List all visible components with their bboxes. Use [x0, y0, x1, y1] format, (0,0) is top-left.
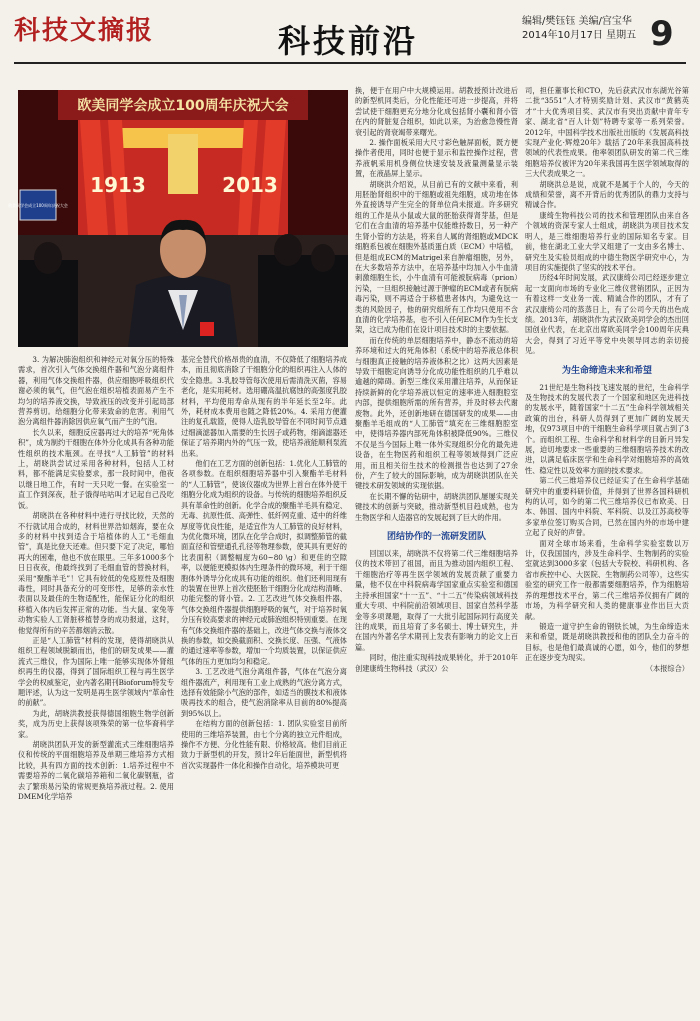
paragraph: 胡晓洪总是说，成就不是属于个人的，今天的成绩和荣誉，离不开背后的优秀团队的鼎力支持与精诚合作。 [525, 179, 689, 210]
banner-text: 欧美同学会成立100周年庆祝大会 [77, 98, 289, 114]
article-column-3 [355, 86, 518, 1016]
paragraph: 他们在工艺方面的创新包括：1.优化人工肺管的各项参数。在组织细胞培养器中引入聚酯羊毛材料的“人工肺管”，使该仪器成为世界上首台在体外使干细胞分化成为组织的设备。与传统的细胞培养组织反具有革命性的创新。化学合成的聚酯羊毛具有稳定、无毒、抗原性低、高弹性、低纤网克重、适中的纤维厚度等优良性能，是适宜作为人工肺管的良好材料，为优化微环境，团队在化学合成时，拟调整肺管的截面直径和管壁通孔孔径等物理参数，使其具有更好的比表面积（调整幅度为60~80 \g）和更佳的空隙率，以便能更模拟体内生理条件的微环境，利于干细胞体外诱导分化成具有功能的组织。他们还利用现有的装置在世界上首次使胚胎干细胞分化成结构清晰、功能完整的肾小管。2. 工艺改进气体交换组件器，气体交换组件器提供细胞呼吸的氧气，对于培养时氧分压有较高要求的神经元或肺泡组织特别重要。在现有气体交换组件器的基础上，改进气体交换与液体交换的参数，如交换截面积、交换长度、压强、气液体的通过速率等参数，增加一个均质装置，以保证供应气体的压力更加均匀和稳定。 [181, 459, 347, 666]
screen-left-text: 欧美同学会成立100周年庆祝大会 [8, 203, 68, 208]
paragraph: 司，担任董事长和CTO，先后获武汉市东湖光谷第二批“3551”人才特别奖励计划、武汉市“黄鹤英才”十大优秀项目奖、武汉市有突出贡献中青年专家、湖北省“百人计划”特聘专家等一系列荣誉。2012年，中国科学技术出版社出版的《发展高科技 实现产业化·辉煌20年》载括了20年来我国高科技领域的代表性成果。他率领团队研发的第二代三维细胞培养仪被评为20年来我国再生医学领域取得的三大代表成果之一。 [525, 86, 689, 179]
paragraph: 在结构方面的创新包括：1. 团队实验室目前所使用的三维培养装置，由七个分离的独立元件组成，操作不方便、分化性能有限、价格较高。他们目前正致力于新型机的开发，预计2年后能面世，新型机将首次实现器件一体化和操作自动化，培养模块可更 [181, 719, 347, 770]
newspaper-logo: 科技文摘报 [14, 16, 155, 46]
paragraph: 在长期不懈的钻研中，胡晓洪团队屡屡实现关键技术的创新与突破，推动新型机目趋成熟，也为生物医学和人造器官的发展起到了巨大的作用。 [355, 491, 518, 522]
paragraph: 回国以来，胡晓洪不仅将第二代三维细胞培养仪的技术带回了祖国，而且为推动国内组织工程、干细胞治疗等再生医学领域的发展贡献了重要力量，他不仅在中科院病毒学国家重点实验室和德国主持承担国家“十一五”、“十二五”传染病领域科技重大专项、中科院前沿领域项目、国家自然科学基金等多项课题，取得了一大批引起国际同行高度关注的成果，而且培育了多名硕士、博士研究生，并在国内外著名学术期刊上发表有影响力的论文上百篇。 [355, 549, 518, 652]
paragraph: 3. 工艺改进气泡分离组件器，气体在气泡分离组件器流产，利用现有工业上成熟的气泡分离方式，选择有效能除小气泡的部件，如适当的膜技术和液体吸再技术的组合，使气泡消除率从目前的80%提高到95%以上。 [181, 667, 347, 718]
paragraph: 3. 为解决肺泡组织和神经元对氧分压的特殊需求，首次引入气体交换组件器和气泡分离组件器，利用气体交换组件器，供应细胞呼吸组织代谢必须的氧气，但气泡在组织培植表面易产生不均匀的培养液交换，导致液压的改变并引起局部营养剪切。给细胞分化带来致命的危害。利用气泡分离组件器消除因供应氧气而产生的气泡。 [18, 355, 174, 427]
paragraph: 胡晓洪在各种材料中进行寻找比较，天然的不行就试用合成的，材料世界浩如烟海，要在众多的材料中找到适合于培植体的人工“毛细血管”，真是比登天还难。但只要下定了决定，哪怕再大的困难，他也不放在眼里。三年多1000多个日日夜夜，他最终找到了毛细血管的替换材料，采用“聚酯羊毛”！它具有较低的免疫原性及细胞毒性，同时具备充分的可变形性，足够的亲水性表面以及最佳的生物适配性，能保证分化的组织移植入体内后发挥正常的功能。当大鼠、家兔等动物实验人工肾脏移植替身的成功报道，这时，他觉得所有的辛苦都烟消云散。 [18, 511, 174, 635]
subhead-hope: 为生命缔造未来和希望 [561, 365, 652, 376]
article-column-1 [18, 355, 174, 1015]
page-number: 9 [650, 14, 674, 54]
article-column-2 [181, 355, 347, 1015]
year-1913: 1913 [90, 173, 146, 197]
paragraph: 历经4年时间发展，武汉康绮公司已经逐步建立起一支面向市场的专业化三维仪营销团队，正因为有着这样一支业务一流、精诚合作的团队，才有了武汉康绮公司的蒸蒸日上，有了公司今天的出色成绩。2013年，胡晓洪作为武汉欧美同学会的杰出回国创业代表，在北京出席欧美同学会100周年庆典大会，得到了习近平等党中央领导同志的亲切接见。 [525, 273, 689, 356]
paragraph: 康绮生物科技公司的技术和管理团队由来自各个领域的资深专家人士组成，胡晓洪为项目技术发明人，是三维细胞培养行业的国际知名专家。目前，他在湖北工业大学又组建了一支由多名博士、研究生及实验员组成的中德生物医学研究中心，为项目的实施提供了坚实的技术平台。 [525, 210, 689, 272]
paragraph: 而在传统的单层细胞培养中，静态不流动的培养环境和过大的死角体积（系统中的培养液总体积与细胞真正接触的培养液体积之比）这两大因素是导致干细胞定向诱导分化成功能性组织的几乎难以逾越的障碍。新型三维仪采用灌注培养，从而保证持续新鲜的化学培养液以恒定的速率进入细胞腔室内部，提供细胞所需的所有营养，并及时移去代谢废物。此外，还创新地研在德国研发的成果——由聚酯羊毛组成的“人工肺管”填充在三维细胞腔室中，使得培养器内部死角体积被降低90%。三维仪不仅是当今国际上唯一体外实现组织分化的最先进设备，在生物医药和组织工程等领域得到广泛应用，而且相关衍生技术的检测报告也达到了27余份，产生了较大的国际影响，成为胡晓洪团队在关键技术研发领域的实现依据。 [355, 335, 518, 491]
issue-date: 2014年10月17日 星期五 [522, 30, 637, 41]
paragraph: 同时，他注重实现科技成果转化，并于2010年创建康绮生物科技（武汉）公 [355, 653, 518, 673]
header-rule [14, 62, 686, 64]
paragraph: 胡晓洪团队开发的新型灌流式三维细胞培养仪和传统的平面细胞培养及单期三维培养方式相比较，具有四方面的技术创新：1.培养过程中不需要培养的二氧化碳培养箱和二氧化碳钢瓶，省去了繁琐易污染的常规更换培养液过程。2. 使用DMEM化学培养 [18, 740, 174, 802]
article-byline: （本报综合） [645, 663, 689, 673]
ceremony-photo [8, 90, 348, 347]
section-title: 科技前沿 [278, 22, 419, 60]
paragraph: 正是“人工肺管”材料的发现，使得胡晓洪从组织工程领域脱颖而出，他们的研发成果——灌流式三维仪，作为国际上唯一能够实现体外肾组织再生的仪器，得到了国际组织工程与再生医学学会的权威鉴定，业内著名期刊Bioforum特发专题评述，认为这一发明是再生医学领域内“革命性的前献”。 [18, 635, 174, 708]
paragraph: 换，便于在用户中大规模运用。胡教授预计改进后的新型机同类后，分化性能还可进一步提高，并将尝试使干细胞更充分地分化成包括肾小囊和肾小管在内的肾脏复合组织，如此以来，为治愈急慢性肾衰引起的肾衰竭带来曙光。 [355, 86, 518, 137]
paragraph: 锻造一道守护生命的钢铁长城，为生命缔造未来和希望，既是胡晓洪教授和他的团队全力奋斗的目标，也是他们最真诚的心愿，如今，他们的梦想正在逐步变为现实。 [525, 621, 689, 663]
subhead-team: 团结协作的一流研发团队 [386, 532, 486, 543]
paragraph: 第二代三维培养仪已经证实了在生命科学基础研究中的重要科研价值，并得到了世界各国科研机构的认可，如今的第二代三维培养仪已布欧美、日本、韩国、国内中科院、军科院、以及江苏高校等多家单位签订购买合同，已然在国内外的市场中建立起了良好的声誉。 [525, 476, 689, 538]
article-column-4 [525, 86, 689, 1016]
ceremony-photo-illustration [8, 90, 348, 347]
paragraph: 基完全替代价格昂贵的血清，不仅降低了细胞培养成本，而且彻底消除了干细胞分化的组织再注入人体的安全隐患。3.乳胶导管每次使用后需清洗灭菌，容易老化，是实用耗材。选用硼高温抗腐蚀的高强度乳胶材料，平均使用寿命从现有的半年延长至2年。此外，耗材成本费用也随之降低20%。4. 采用方便灌注的复孔载篮，使得人造乳胶导管在不同时间节点通过细滴滤器加入需要的生长因子或药物，细滴滤器还保证了培养期内外的气压一致，使培养液能顺利泵流出来。 [181, 355, 347, 458]
paragraph: 21世纪是生物科技飞速发展的世纪，生命科学及生物技术的发展代表了一个国家和地区先进科技的发展水平，随着国家“十二五”生命科学领域相关政策的出台，科研人员得到了更加广阔的发展天地，仅973项目中的干细胞生命科学项目就占到了3个。而组织工程、生命科学和材料学的目新月异发展，迫切地要求一些重要的三维细胞培养技术的改进，以满足临床医学和生命科学对细胞培养的高效性、稳定性以及效率方面的技术要求。 [525, 382, 689, 475]
paragraph: 2. 操作面板采用大尺寸彩色触屏面板，既方便操作者使用，同时也便于显示和监控操作过程，营养液帆采用机身侧位快速安装及液量测量显示装置，在液晶屏上显示。 [355, 138, 518, 179]
paragraph: 面对全球市场来看，生命科学实验室数以万计，仅我国国内，涉及生命科学、生物制药的实验室就达到3000多家（包括大专院校、科研机构、各省市疾控中心、大医院、生物制药公司等），这些实验室的研究工作一般都需要细胞培养，作为细胞培养的理想技术平台，第二代三维培养仪拥有广阔的市场，为科学研究和人类的健康事业作出巨大贡献。 [525, 538, 689, 621]
editor-credit: 编辑/樊钰钰 美编/宫宝华 [522, 16, 632, 27]
paragraph: 为此，胡晓洪教授获得德国细胞生物学创新奖，成为历史上获得该项殊荣的第一位华裔科学家。 [18, 708, 174, 739]
paragraph: 长久以来，细胞反应器再过大的培养“死角体积”，成为制约干细胞在体外分化成具有各种功能性组织的技术瓶颈。在寻找“人工肺管”的材料上，胡晓洪尝试过采用各种材料，包括人工材料，都不能满足实验要求，那一段时间中，他夜以继日地工作，有时一天只吃一餐。在实验室一直工作到深夜，肚子饿得咕咕叫才记起自己没吃饭。 [18, 427, 174, 510]
year-2013: 2013 [222, 173, 278, 197]
masthead [0, 0, 700, 62]
paragraph: 胡晓洪介绍说，从目前已有的文献中来看，利用胚胎肾组织中的干细胞或祖先细胞，成功地在体外直接诱导产生完全的肾单位尚未报道。许多研究组的工作是从小鼠或大鼠的胚胎获得肾芽基，但是它们在含血清的培养基中仅能维持数日，另一种产生肾小管的方法是，将来自人属的肾细胞或MDCK细胞系包被在细胞外基质蛋白质（ECM）中培植，但是组成ECM的Matrigel来自肿瘤细胞，另外，在大多数培养方法中，在培养基中均加入小牛血清刺激细胞生长，小牛血清有可能被朊病毒（prion）污染，一旦组织接触过源于肿瘤的ECM或者有朊病毒污染，则不再适合于移植患者体内，为避免这一类的风险因子，他的研究组所有工作均只使用不含血清的化学培养基，也不引入任何ECM作为生长支架，这已成为他们在设计项目技术时的主要依据。 [355, 179, 518, 335]
